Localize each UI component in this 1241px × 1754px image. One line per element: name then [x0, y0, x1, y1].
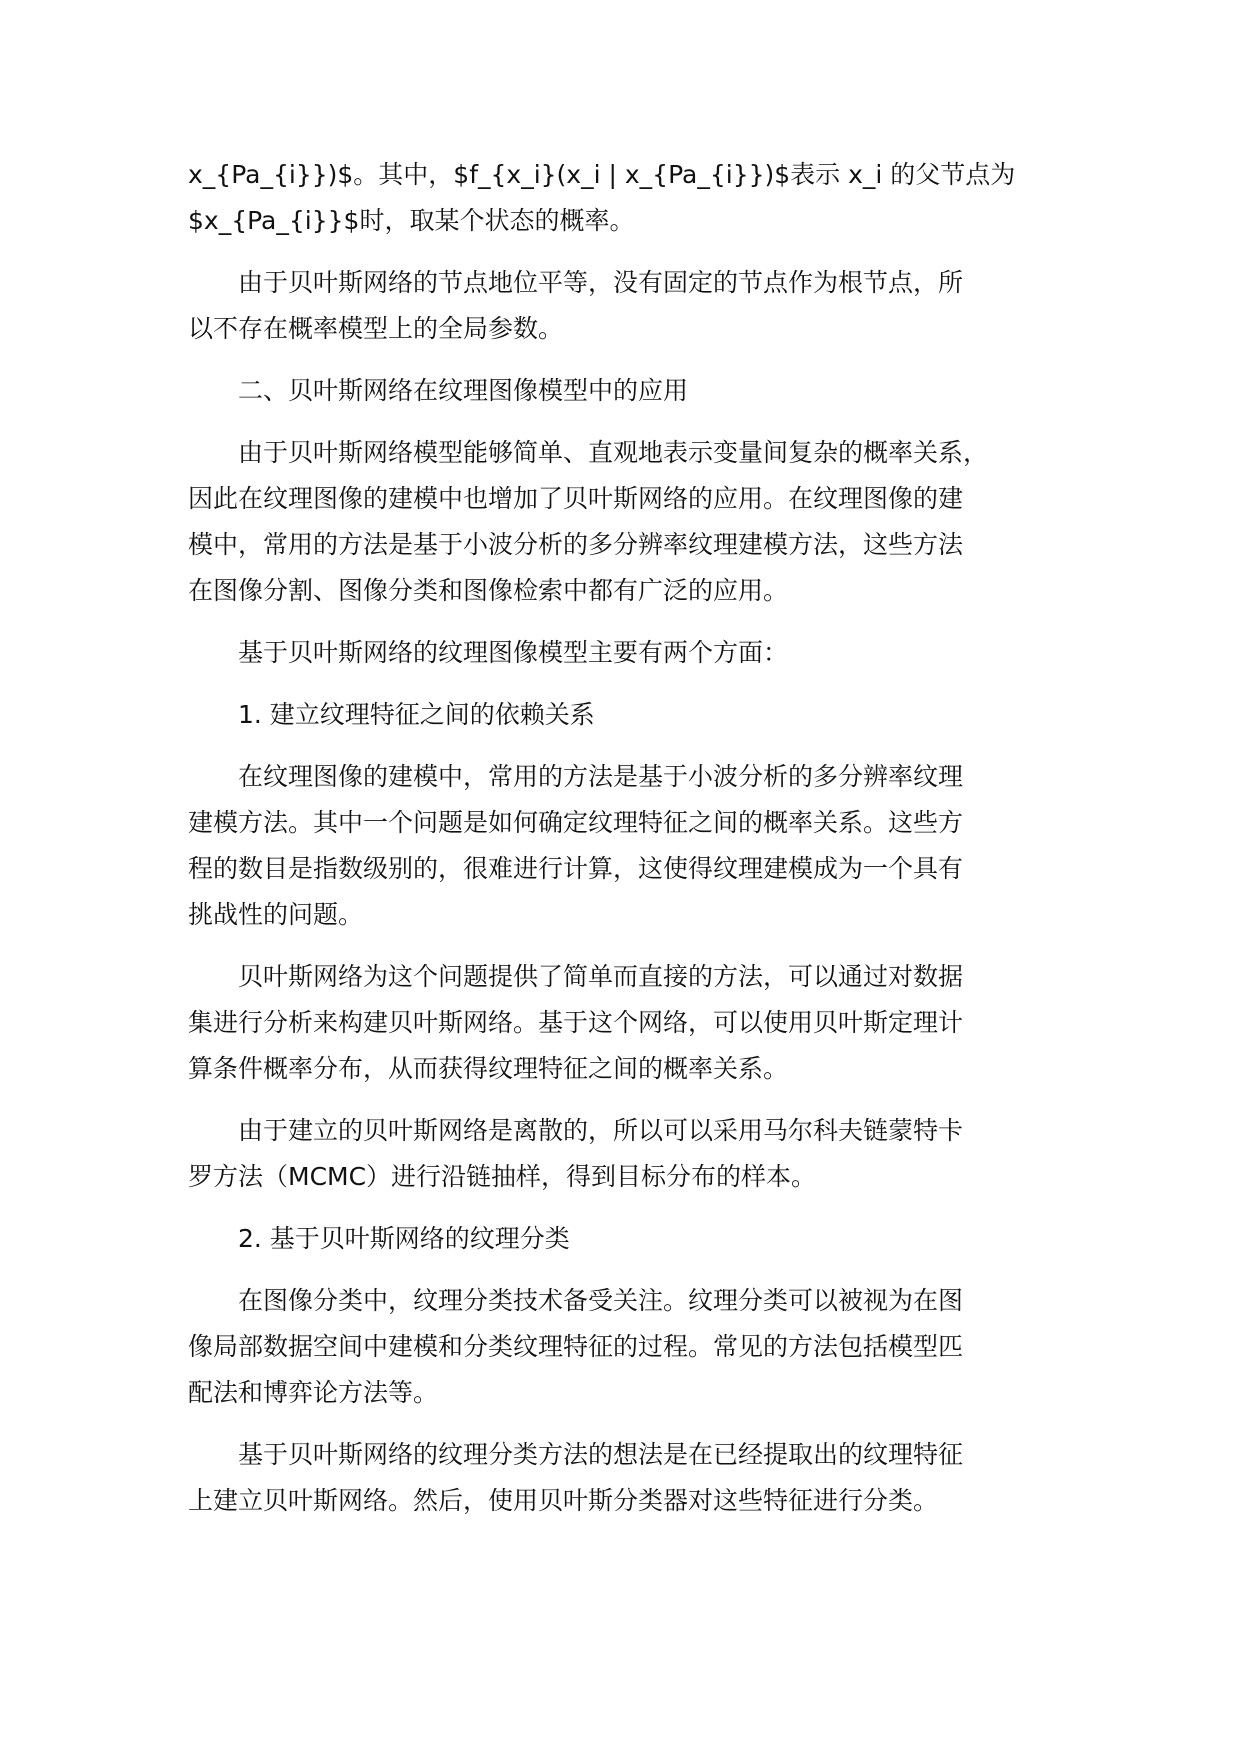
- subheading-classification: [188, 1216, 1054, 1262]
- text-line: 上建立贝叶斯网络。然后，使用贝叶斯分类器对这些特征进行分类。: [188, 1486, 939, 1515]
- text-line: 贝叶斯网络为这个问题提供了简单而直接的方法，可以通过对数据: [238, 962, 964, 991]
- text-line: 在图像分割、图像分类和图像检索中都有广泛的应用。: [188, 576, 789, 605]
- text-line: 罗方法（MCMC）进行沿链抽样，得到目标分布的样本。: [188, 1162, 817, 1191]
- text-line: 集进行分析来构建贝叶斯网络。基于这个网络，可以使用贝叶斯定理计: [188, 1008, 964, 1037]
- paragraph-formula-continuation: [188, 152, 1054, 244]
- text-line: 因此在纹理图像的建模中也增加了贝叶斯网络的应用。在纹理图像的建: [188, 484, 964, 513]
- section-heading-application: [188, 368, 1054, 414]
- paragraph-bayes-method: [188, 954, 1054, 1092]
- text-line: 由于建立的贝叶斯网络是离散的，所以可以采用马尔科夫链蒙特卡: [238, 1116, 964, 1145]
- paragraph-texture-classification: [188, 1278, 1054, 1416]
- text-line: 程的数目是指数级别的，很难进行计算，这使得纹理建模成为一个具有: [188, 854, 964, 883]
- text-line: $x_{Pa_{i}}$时，取某个状态的概率。: [188, 206, 635, 235]
- paragraph-two-aspects: [188, 630, 1054, 676]
- paragraph-dependency-problem: [188, 754, 1054, 938]
- subheading-dependency: [188, 692, 1054, 738]
- paragraph-node-equality: [188, 260, 1054, 352]
- text-line: 模中，常用的方法是基于小波分析的多分辨率纹理建模方法，这些方法: [188, 530, 964, 559]
- text-line: 由于贝叶斯网络的节点地位平等，没有固定的节点作为根节点，所: [238, 268, 964, 297]
- text-line: 算条件概率分布，从而获得纹理特征之间的概率关系。: [188, 1054, 789, 1083]
- text-line: 在图像分类中，纹理分类技术备受关注。纹理分类可以被视为在图: [238, 1286, 964, 1315]
- document-body: [188, 152, 1054, 1540]
- text-line: 建模方法。其中一个问题是如何确定纹理特征之间的概率关系。这些方: [188, 808, 964, 837]
- text-line: 在纹理图像的建模中，常用的方法是基于小波分析的多分辨率纹理: [238, 762, 964, 791]
- text-line: x_{Pa_{i}})$。其中，$f_{x_i}(x_i | x_{Pa_{i}})$表示 x_i 的父节点为: [188, 160, 1016, 189]
- text-line: 像局部数据空间中建模和分类纹理特征的过程。常见的方法包括模型匹: [188, 1332, 964, 1361]
- paragraph-bayes-classifier: [188, 1432, 1054, 1524]
- text-line: 由于贝叶斯网络模型能够简单、直观地表示变量间复杂的概率关系，: [238, 438, 989, 467]
- text-line: 基于贝叶斯网络的纹理分类方法的想法是在已经提取出的纹理特征: [238, 1440, 964, 1469]
- text-line: 二、贝叶斯网络在纹理图像模型中的应用: [238, 376, 689, 405]
- text-line: 以不存在概率模型上的全局参数。: [188, 314, 564, 343]
- text-line: 基于贝叶斯网络的纹理图像模型主要有两个方面：: [238, 638, 789, 667]
- text-line: 配法和博弈论方法等。: [188, 1378, 439, 1407]
- paragraph-mcmc: [188, 1108, 1054, 1200]
- paragraph-application-intro: [188, 430, 1054, 614]
- text-line: 2. 基于贝叶斯网络的纹理分类: [238, 1224, 570, 1253]
- text-line: 1. 建立纹理特征之间的依赖关系: [238, 700, 595, 729]
- text-line: 挑战性的问题。: [188, 900, 364, 929]
